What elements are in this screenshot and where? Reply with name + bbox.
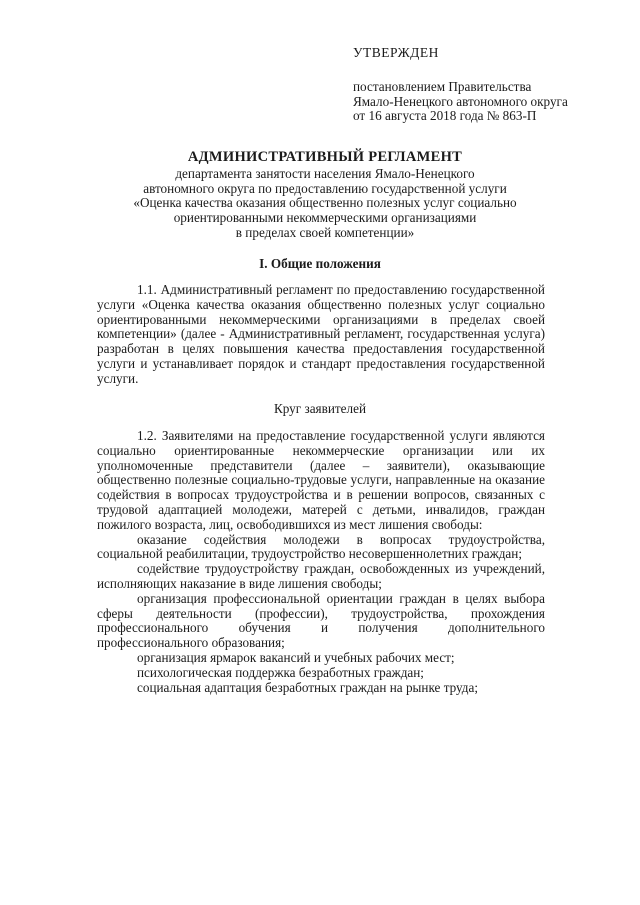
paragraph-1-2: 1.2. Заявителями на предоставление государственной услуги являются социально ориентированные некоммерческие организации или их уполномоченные представители (далее – заявители), оказывающие общественно полезные социально-трудовые услуги, направленные на оказание содействия в вопросах трудоустройства и в решении вопросов, связанных с трудовой адаптацией молодежи, матерей с детьми, инвалидов, граждан пожилого возраста, лиц, освободившихся из мест лишения свободы: xyxy=(97,428,545,532)
paragraph-1-1: 1.1. Административный регламент по предоставлению государственной услуги «Оценка качества оказания общественно полезных услуг социально ориентированными некоммерческими организациями в пределах своей компетенции» (далее - Административный регламент, государственная услуга) разработан в целях повышения качества предоставления государственной услуги и устанавливает порядок и стандарт предоставления государственной услуги. xyxy=(97,282,545,386)
section-applicants-body xyxy=(97,429,545,695)
section-heading-general: I. Общие положения xyxy=(259,256,381,271)
document-subtitle-line: департамента занятости населения Ямало-Ненецкого xyxy=(175,165,475,181)
document-title-block xyxy=(100,150,550,241)
list-item: оказание содействия молодежи в вопросах трудоустройства, социальной реабилитации, трудоустройство несовершеннолетних граждан; xyxy=(97,531,545,562)
list-item: содействие трудоустройству граждан, освобожденных из учреждений, исполняющих наказание в виде лишения свободы; xyxy=(97,561,545,591)
approval-line: постановлением Правительства xyxy=(353,78,532,94)
approval-line: Ямало-Ненецкого автономного округа xyxy=(353,93,568,109)
document-title: АДМИНИСТРАТИВНЫЙ РЕГЛАМЕНТ xyxy=(187,149,463,165)
list-item: организация профессиональной ориентации граждан в целях выбора сферы деятельности (профессии), трудоустройства, прохождения профессионального обучения и получения дополнительного профессионального образования; xyxy=(97,590,545,651)
document-subtitle-line: ориентированными некоммерческими организациями xyxy=(173,210,477,226)
document-subtitle-line: «Оценка качества оказания общественно полезных услуг социально xyxy=(133,195,517,211)
list-item: организация ярмарок вакансий и учебных рабочих мест; xyxy=(137,649,455,665)
document-subtitle-line: в пределах своей компетенции» xyxy=(235,224,415,240)
list-item: психологическая поддержка безработных граждан; xyxy=(137,664,424,680)
section-general-body xyxy=(97,283,545,387)
approval-stamp: УТВЕРЖДЕН xyxy=(353,45,439,60)
section-heading-applicants: Круг заявителей xyxy=(273,401,367,416)
document-subtitle-line: автономного округа по предоставлению государственной услуги xyxy=(143,180,507,196)
approval-block xyxy=(353,46,623,124)
list-item: социальная адаптация безработных граждан на рынке труда; xyxy=(137,679,479,695)
approval-line: от 16 августа 2018 года № 863-П xyxy=(353,108,537,124)
